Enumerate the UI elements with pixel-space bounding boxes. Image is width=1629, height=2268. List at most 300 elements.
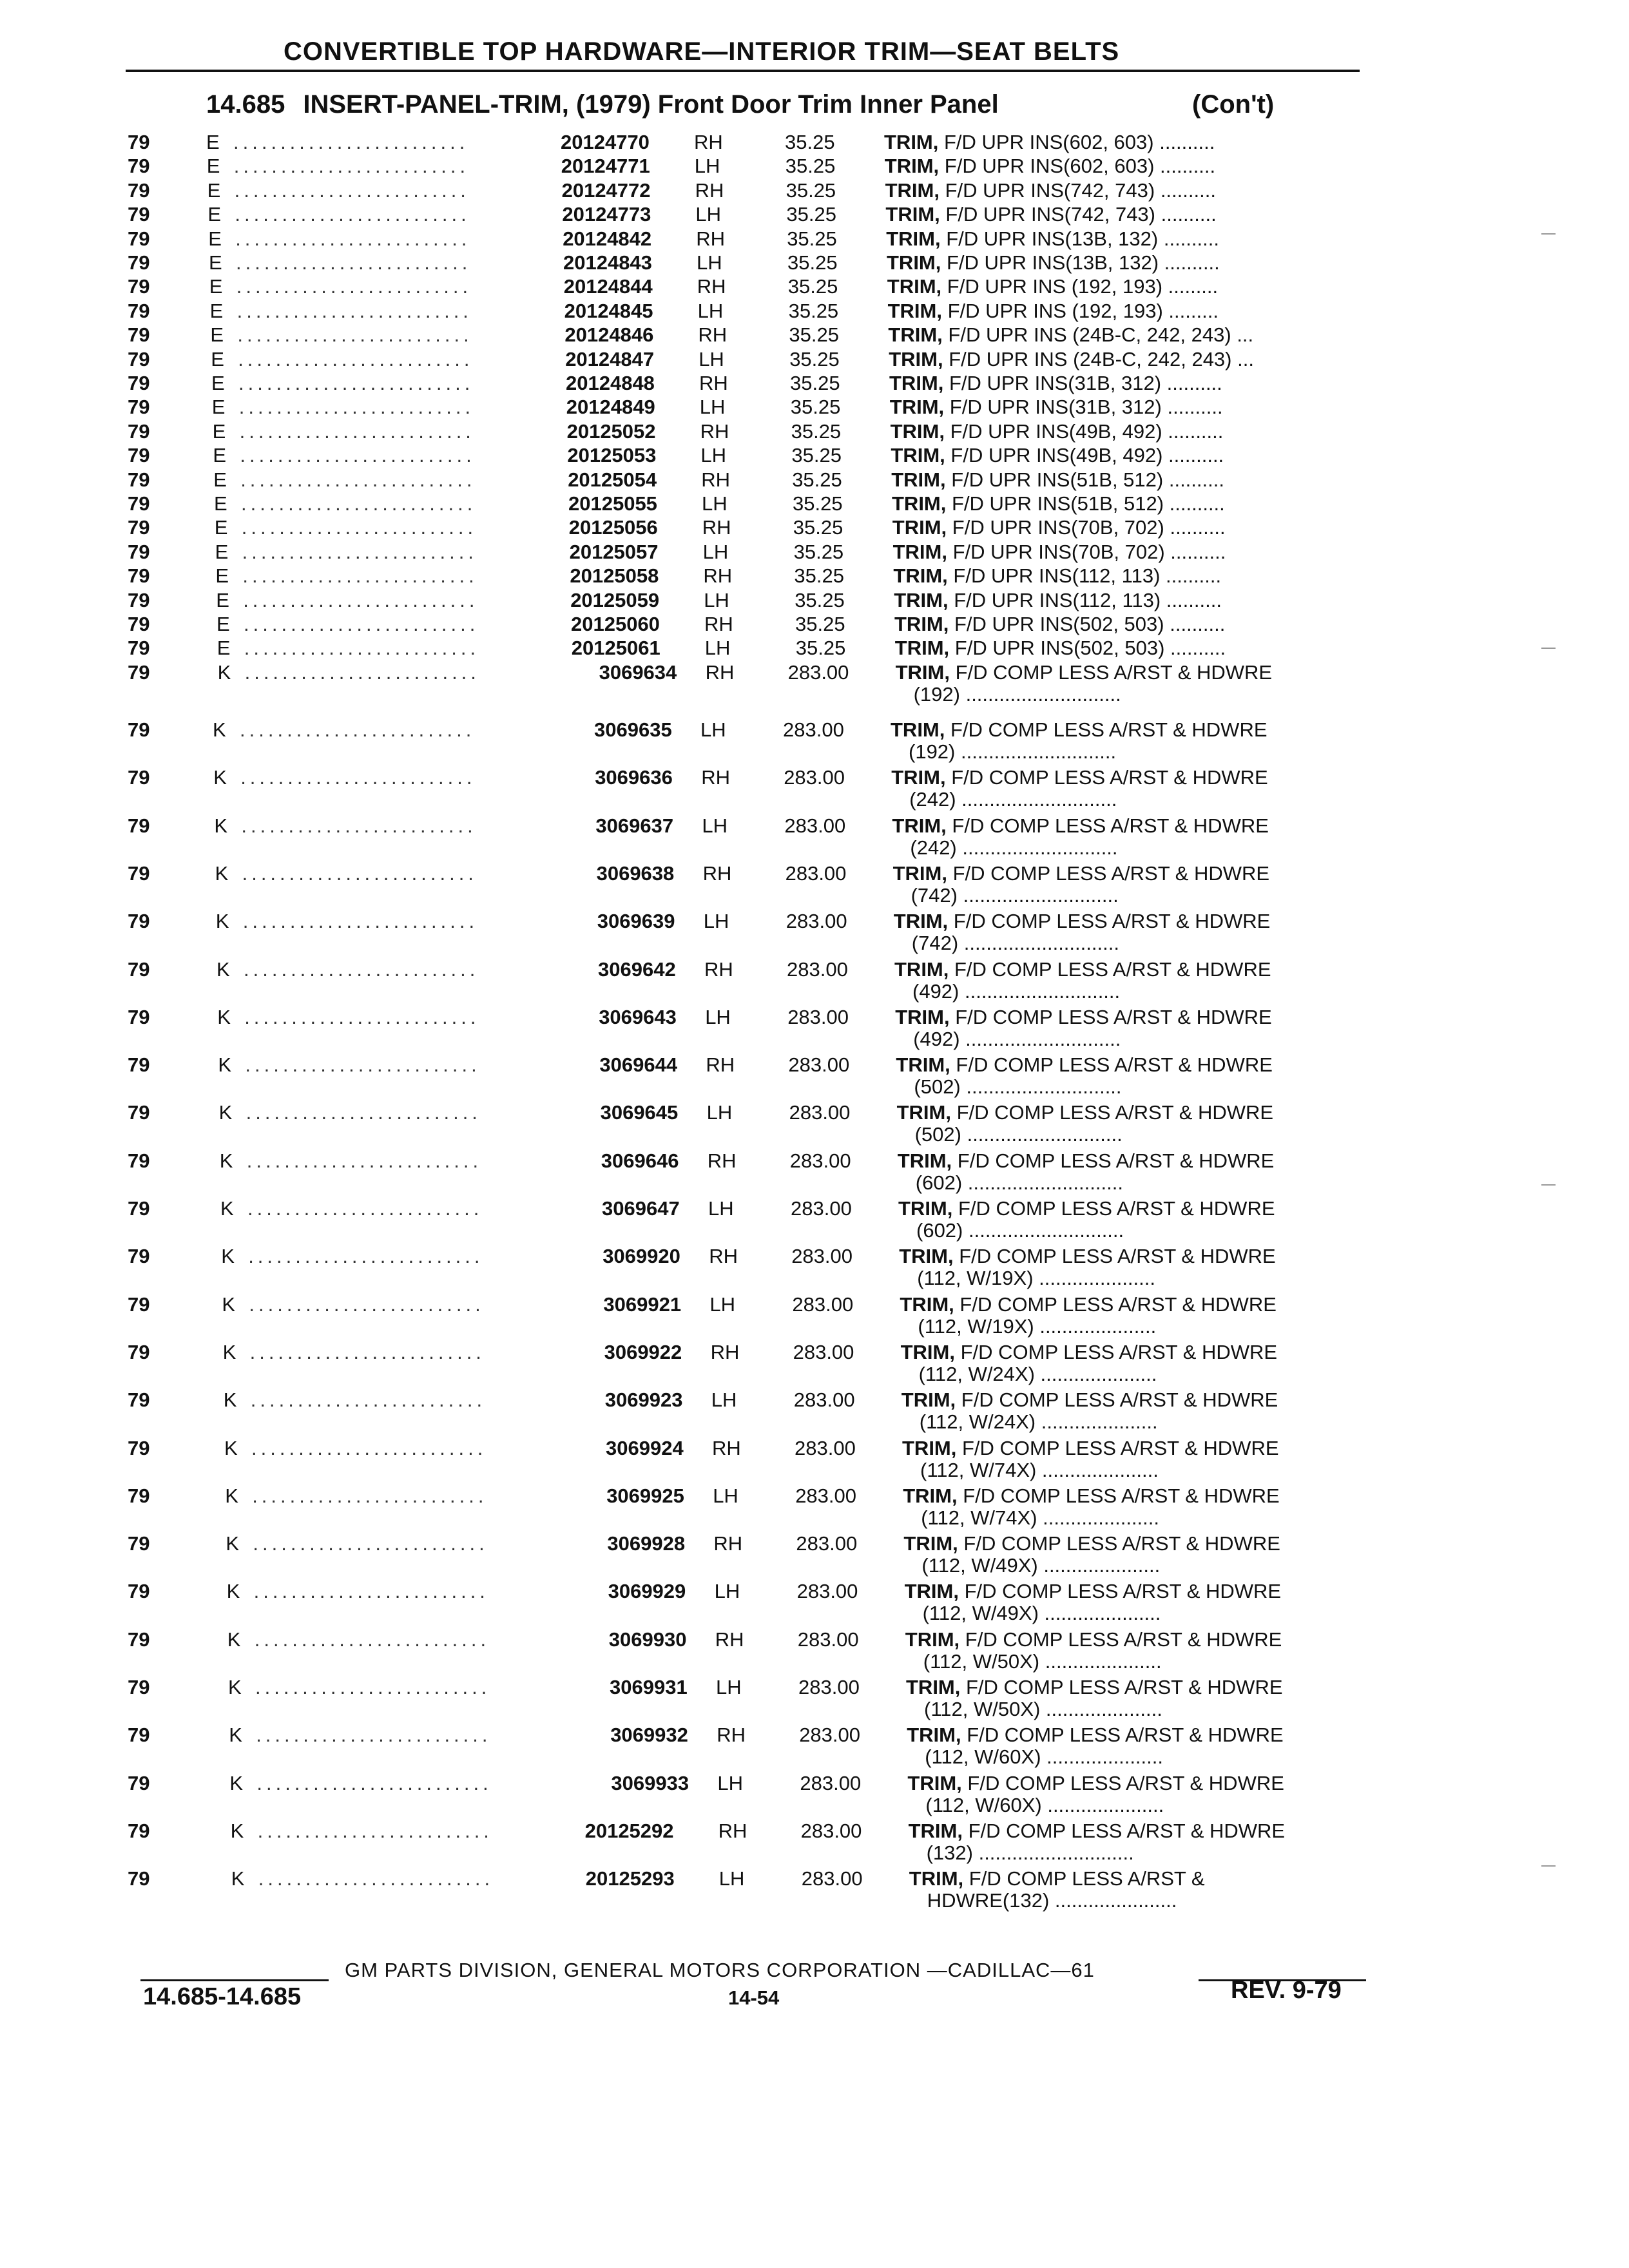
side-indicator: RH (700, 419, 729, 443)
continued-label: (Con't) (1192, 90, 1275, 119)
description-continued: (132) ............................ (926, 1841, 1134, 1864)
model-year: 79 (128, 396, 150, 419)
code-letter: K (218, 1053, 232, 1077)
part-number: 3069928 (607, 1532, 686, 1555)
price: 35.25 (795, 637, 846, 660)
part-number: 3069637 (595, 814, 674, 837)
part-number: 20125054 (568, 468, 657, 491)
part-number: 20125059 (570, 588, 660, 611)
price: 35.25 (786, 203, 836, 226)
model-year: 79 (128, 1245, 150, 1268)
code-letter: K (217, 1005, 231, 1028)
code-letter: K (215, 861, 229, 885)
price: 283.00 (796, 1580, 858, 1603)
code-letter: E (210, 323, 224, 347)
side-indicator: RH (709, 1245, 738, 1268)
side-indicator: RH (703, 564, 733, 588)
side-indicator: LH (716, 1676, 742, 1698)
code-letter: E (215, 564, 229, 588)
model-year: 79 (128, 372, 150, 394)
code-letter: E (209, 299, 224, 322)
side-indicator: LH (703, 910, 729, 933)
code-letter: E (209, 275, 223, 298)
model-year: 79 (128, 1293, 150, 1316)
side-indicator: RH (702, 861, 732, 885)
description-continued: (112, W/50X) ..................... (923, 1649, 1162, 1673)
model-year: 79 (128, 468, 150, 491)
description: TRIM, F/D COMP LESS A/RST & HDWRE (892, 814, 1269, 837)
part-number: 3069924 (606, 1436, 684, 1459)
description: TRIM, F/D UPR INS(602, 603) .......... (884, 155, 1216, 178)
side-indicator: RH (694, 131, 723, 153)
price: 283.00 (800, 1771, 862, 1794)
price: 35.25 (792, 468, 842, 491)
code-letter: E (207, 178, 221, 202)
description-continued: (112, W/50X) ..................... (924, 1698, 1162, 1720)
dot-leader: ......................... (238, 372, 474, 394)
description: TRIM, F/D COMP LESS A/RST & HDWRE (896, 1053, 1273, 1077)
dot-leader: ......................... (235, 227, 471, 250)
description: TRIM, F/D COMP LESS A/RST & HDWRE (904, 1580, 1282, 1603)
part-number: 3069634 (599, 660, 677, 684)
code-letter: E (207, 203, 222, 226)
dot-leader: ......................... (237, 323, 473, 347)
description: TRIM, F/D COMP LESS A/RST & HDWRE (895, 1005, 1272, 1028)
part-number: 20125060 (571, 613, 660, 635)
price: 35.25 (793, 516, 843, 539)
price: 35.25 (789, 323, 839, 347)
description: TRIM, F/D COMP LESS A/RST & HDWRE (898, 1197, 1275, 1220)
description-continued: (242) ............................ (909, 788, 1117, 811)
description: TRIM, F/D UPR INS(742, 743) .......... (885, 178, 1216, 202)
price: 283.00 (797, 1628, 859, 1651)
dot-leader: ......................... (238, 347, 474, 370)
side-indicator: RH (701, 468, 730, 491)
description: TRIM, F/D UPR INS(51B, 512) .......... (892, 492, 1225, 515)
description-continued: (112, W/19X) ..................... (918, 1314, 1157, 1338)
code-letter: K (230, 1819, 244, 1842)
description: TRIM, F/D UPR INS(49B, 492) .......... (890, 419, 1224, 443)
part-number: 3069933 (611, 1771, 689, 1794)
description: TRIM, F/D UPR INS(70B, 702) .......... (892, 516, 1226, 539)
model-year: 79 (128, 814, 150, 837)
part-number: 20124845 (564, 299, 653, 322)
side-indicator: RH (698, 323, 728, 347)
part-number: 20124849 (566, 396, 655, 419)
price: 283.00 (789, 1149, 851, 1172)
description: TRIM, F/D UPR INS(112, 113) .......... (894, 588, 1222, 611)
part-number: 3069639 (597, 910, 675, 933)
code-letter: E (215, 540, 229, 563)
model-year: 79 (128, 588, 150, 611)
code-letter: K (228, 1676, 242, 1698)
part-number: 3069932 (610, 1724, 688, 1747)
description-continued: (112, W/19X) ..................... (917, 1267, 1155, 1290)
description: TRIM, F/D COMP LESS A/RST & HDWRE (891, 718, 1268, 741)
part-number: 3069931 (610, 1676, 688, 1698)
side-indicator: LH (695, 203, 722, 226)
part-number: 3069635 (594, 718, 672, 741)
model-year: 79 (128, 275, 150, 298)
description-continued: (492) ............................ (912, 979, 1121, 1003)
model-year: 79 (128, 516, 150, 539)
code-letter: E (214, 492, 227, 515)
footer-rule-left (140, 1979, 329, 1981)
side-indicator: RH (695, 178, 724, 202)
code-letter: K (226, 1532, 240, 1555)
code-letter: E (214, 516, 228, 539)
dot-leader: ......................... (253, 1532, 488, 1555)
part-number: 20125057 (569, 540, 659, 563)
price: 35.25 (789, 347, 840, 370)
price: 283.00 (783, 718, 844, 741)
model-year: 79 (128, 1676, 150, 1698)
side-indicator: RH (704, 957, 733, 981)
side-indicator: RH (715, 1628, 744, 1651)
side-indicator: RH (704, 613, 733, 635)
price: 283.00 (796, 1532, 858, 1555)
side-indicator: LH (713, 1484, 738, 1507)
side-indicator: RH (705, 660, 735, 684)
model-year: 79 (128, 1197, 150, 1220)
dot-leader: ......................... (236, 251, 472, 274)
part-number: 20125055 (568, 492, 657, 515)
part-number: 20125292 (584, 1819, 674, 1842)
code-letter: K (214, 814, 228, 837)
side-indicator: RH (699, 372, 728, 394)
part-number: 3069647 (602, 1197, 680, 1220)
part-number: 20125056 (568, 516, 658, 539)
model-year: 79 (128, 1819, 150, 1842)
description: TRIM, F/D COMP LESS A/RST & HDWRE (899, 1245, 1276, 1268)
model-year: 79 (128, 1628, 150, 1651)
code-letter: E (208, 227, 222, 250)
model-year: 79 (128, 347, 150, 370)
price: 35.25 (788, 299, 839, 322)
description-continued: (502) ............................ (914, 1123, 1123, 1146)
description: TRIM, F/D COMP LESS A/RST & HDWRE (900, 1293, 1277, 1316)
code-letter: E (217, 637, 231, 660)
side-indicator: RH (712, 1436, 741, 1459)
dot-leader: ......................... (242, 564, 478, 588)
price: 283.00 (795, 1436, 856, 1459)
part-number: 3069929 (608, 1580, 686, 1603)
price: 283.00 (798, 1676, 860, 1698)
dot-leader: ......................... (238, 396, 475, 419)
part-number: 20124770 (561, 131, 650, 153)
part-number: 3069925 (606, 1484, 684, 1507)
model-year: 79 (128, 637, 150, 660)
description: TRIM, F/D COMP LESS A/RST & HDWRE (900, 1340, 1278, 1363)
model-year: 79 (128, 957, 150, 981)
dot-leader: ......................... (241, 492, 477, 515)
dot-leader: ......................... (256, 1771, 492, 1794)
code-letter: K (215, 910, 229, 933)
description: TRIM, F/D UPR INS(70B, 702) .......... (892, 540, 1226, 563)
description: TRIM, F/D COMP LESS A/RST & HDWRE (908, 1819, 1286, 1842)
dot-leader: ......................... (254, 1628, 490, 1651)
description: TRIM, F/D UPR INS(13B, 132) .......... (886, 227, 1219, 250)
side-indicator: RH (696, 227, 725, 250)
description: TRIM, F/D UPR INS(51B, 512) .......... (891, 468, 1224, 491)
side-indicator: LH (702, 540, 729, 563)
price: 35.25 (790, 372, 840, 394)
part-number: 3069923 (604, 1389, 683, 1412)
page-title: CONVERTIBLE TOP HARDWARE—INTERIOR TRIM—SEAT BELTS (284, 37, 1120, 66)
dot-leader: ......................... (241, 516, 477, 539)
model-year: 79 (128, 1101, 150, 1124)
part-number: 20125293 (585, 1867, 675, 1890)
part-number: 3069642 (598, 957, 676, 981)
dot-leader: ......................... (244, 1005, 480, 1028)
section-name: INSERT-PANEL-TRIM, (1979) Front Door Trim Inner Panel (303, 90, 999, 119)
model-year: 79 (128, 131, 150, 153)
dot-leader: ......................... (253, 1580, 489, 1603)
price: 35.25 (793, 492, 843, 515)
dot-leader: ......................... (250, 1389, 487, 1412)
model-year: 79 (128, 203, 150, 226)
price: 283.00 (791, 1245, 853, 1268)
model-year: 79 (128, 613, 150, 635)
part-number: 3069636 (595, 766, 673, 789)
price: 283.00 (799, 1724, 861, 1747)
price: 35.25 (795, 613, 845, 635)
price: 283.00 (795, 1484, 857, 1507)
description-continued: (112, W/60X) ..................... (925, 1793, 1164, 1816)
model-year: 79 (128, 1580, 150, 1603)
description-continued: (602) ............................ (915, 1171, 1123, 1194)
price: 35.25 (790, 396, 841, 419)
dot-leader: ......................... (242, 540, 477, 563)
code-letter: K (217, 660, 231, 684)
part-number: 20124773 (562, 203, 651, 226)
description-continued: (742) ............................ (911, 883, 1119, 907)
side-indicator: LH (709, 1293, 736, 1316)
part-number: 3069646 (601, 1149, 679, 1172)
description-continued: (112, W/60X) ..................... (925, 1745, 1163, 1769)
side-indicator: LH (706, 1101, 733, 1124)
price: 35.25 (793, 540, 844, 563)
description: TRIM, F/D UPR INS(502, 503) .......... (894, 637, 1226, 660)
model-year: 79 (128, 1724, 150, 1747)
part-number: 20124847 (565, 347, 655, 370)
side-indicator: RH (718, 1819, 747, 1842)
description: TRIM, F/D COMP LESS A/RST & HDWRE (896, 1101, 1274, 1124)
price: 283.00 (786, 910, 847, 933)
code-letter: K (225, 1484, 238, 1507)
part-number: 20124848 (566, 372, 655, 394)
part-number: 20125053 (567, 444, 657, 467)
side-indicator: LH (705, 1005, 731, 1028)
side-indicator: LH (711, 1389, 737, 1412)
code-letter: K (223, 1389, 237, 1412)
price: 283.00 (787, 957, 848, 981)
code-letter: K (218, 1101, 233, 1124)
model-year: 79 (128, 660, 150, 684)
description: TRIM, F/D COMP LESS A/RST & HDWRE (894, 957, 1271, 981)
dot-leader: ......................... (240, 766, 476, 789)
dot-leader: ......................... (240, 718, 476, 741)
side-indicator: LH (702, 492, 728, 515)
description-continued: (112, W/74X) ..................... (921, 1506, 1159, 1529)
dot-leader: ......................... (241, 814, 477, 837)
description: TRIM, F/D COMP LESS A/RST & HDWRE (897, 1149, 1275, 1172)
model-year: 79 (128, 564, 150, 588)
dot-leader: ......................... (233, 155, 470, 178)
price: 283.00 (792, 1293, 854, 1316)
side-indicator: LH (699, 396, 726, 419)
model-year: 79 (128, 1005, 150, 1028)
dot-leader: ......................... (247, 1197, 483, 1220)
part-number: 20124844 (563, 275, 653, 298)
side-indicator: LH (700, 444, 727, 467)
description: TRIM, F/D COMP LESS A/RST & HDWRE (905, 1628, 1282, 1651)
side-indicator: LH (699, 347, 724, 370)
dot-leader: ......................... (244, 660, 480, 684)
price: 283.00 (788, 1053, 850, 1077)
dot-leader: ......................... (236, 299, 472, 322)
price: 35.25 (786, 178, 836, 202)
price: 35.25 (787, 275, 838, 298)
code-letter: K (213, 766, 227, 789)
model-year: 79 (128, 251, 150, 274)
dot-leader: ......................... (258, 1867, 494, 1890)
side-indicator: LH (704, 637, 731, 660)
model-year: 79 (128, 444, 150, 467)
part-number: 3069930 (608, 1628, 687, 1651)
model-year: 79 (128, 155, 150, 178)
code-letter: E (211, 347, 224, 370)
side-indicator: RH (713, 1532, 743, 1555)
code-letter: E (209, 251, 222, 274)
footer-corporation: GM PARTS DIVISION, GENERAL MOTORS CORPORATION —CADILLAC—61 (345, 1959, 1095, 1981)
code-letter: E (211, 372, 225, 394)
description-continued: (192) ............................ (913, 682, 1121, 706)
code-letter: E (213, 468, 227, 491)
price: 35.25 (794, 564, 844, 588)
margin-mark (1541, 648, 1556, 649)
price: 283.00 (800, 1819, 862, 1842)
price: 35.25 (785, 131, 835, 153)
model-year: 79 (128, 1340, 150, 1363)
description: TRIM, F/D COMP LESS A/RST & HDWRE (907, 1724, 1284, 1747)
price: 283.00 (785, 861, 847, 885)
part-number: 3069920 (602, 1245, 680, 1268)
price: 283.00 (787, 660, 849, 684)
model-year: 79 (128, 323, 150, 347)
dot-leader: ......................... (248, 1245, 484, 1268)
dot-leader: ......................... (244, 637, 480, 660)
description-continued: HDWRE(132) ...................... (927, 1889, 1177, 1912)
description-continued: (112, W/24X) ..................... (918, 1362, 1157, 1385)
dot-leader: ......................... (244, 957, 479, 981)
price: 35.25 (791, 444, 842, 467)
price: 35.25 (787, 227, 837, 250)
description-continued: (502) ............................ (914, 1075, 1122, 1099)
model-year: 79 (128, 1484, 150, 1507)
description: TRIM, F/D COMP LESS A/RST & HDWRE (892, 861, 1270, 885)
model-year: 79 (128, 178, 150, 202)
model-year: 79 (128, 718, 150, 741)
dot-leader: ......................... (257, 1819, 493, 1842)
code-letter: E (216, 588, 229, 611)
code-letter: K (219, 1149, 233, 1172)
dot-leader: ......................... (243, 588, 479, 611)
footer-range: 14.685-14.685 (143, 1983, 302, 2010)
side-indicator: LH (714, 1580, 740, 1603)
side-indicator: RH (702, 516, 731, 539)
price: 283.00 (793, 1389, 855, 1412)
part-number: 20124772 (561, 178, 651, 202)
part-number: 20125061 (571, 637, 660, 660)
code-letter: K (222, 1293, 236, 1316)
side-indicator: LH (708, 1197, 734, 1220)
description: TRIM, F/D UPR INS(13B, 132) .......... (887, 251, 1220, 274)
description: TRIM, F/D UPR INS (192, 193) ......... (887, 299, 1219, 322)
code-letter: K (221, 1245, 235, 1268)
side-indicator: RH (710, 1340, 740, 1363)
price: 283.00 (793, 1340, 854, 1363)
description-continued: (492) ............................ (913, 1027, 1121, 1050)
description: TRIM, F/D COMP LESS A/RST & HDWRE (907, 1771, 1284, 1794)
code-letter: E (213, 444, 227, 467)
model-year: 79 (128, 492, 150, 515)
description-continued: (112, W/49X) ..................... (921, 1554, 1161, 1577)
side-indicator: RH (717, 1724, 746, 1747)
dot-leader: ......................... (252, 1484, 488, 1507)
description: TRIM, F/D COMP LESS A/RST & HDWRE (893, 910, 1271, 933)
section-number: 14.685 (206, 90, 285, 119)
dot-leader: ......................... (255, 1676, 491, 1698)
part-number: 3069921 (603, 1293, 682, 1316)
code-letter: E (217, 613, 230, 635)
part-number: 3069922 (604, 1340, 682, 1363)
part-number: 20124846 (564, 323, 654, 347)
description: TRIM, F/D COMP LESS A/RST & HDWRE (903, 1484, 1280, 1507)
margin-mark (1541, 1865, 1556, 1867)
description-continued: (242) ............................ (910, 836, 1118, 859)
dot-leader: ......................... (244, 613, 479, 635)
dot-leader: ......................... (249, 1340, 485, 1363)
side-indicator: RH (697, 275, 726, 298)
dot-leader: ......................... (236, 275, 472, 298)
description: TRIM, F/D COMP LESS A/RST & HDWRE (901, 1389, 1278, 1412)
model-year: 79 (128, 1389, 150, 1412)
part-number: 20125058 (570, 564, 659, 588)
side-indicator: LH (717, 1771, 744, 1794)
part-number: 3069643 (599, 1005, 677, 1028)
model-year: 79 (128, 419, 150, 443)
description: TRIM, F/D UPR INS(31B, 312) .......... (889, 372, 1222, 394)
price: 283.00 (801, 1867, 863, 1890)
model-year: 79 (128, 910, 150, 933)
code-letter: K (222, 1340, 236, 1363)
description: TRIM, F/D UPR INS(502, 503) .......... (894, 613, 1226, 635)
description: TRIM, F/D UPR INS (192, 193) ......... (887, 275, 1219, 298)
side-indicator: LH (697, 251, 722, 274)
price: 283.00 (784, 814, 846, 837)
dot-leader: ......................... (233, 131, 469, 153)
description: TRIM, F/D UPR INS(602, 603) .......... (884, 131, 1215, 153)
description-continued: (192) ............................ (909, 740, 1117, 763)
margin-mark (1541, 233, 1556, 235)
part-number: 3069644 (599, 1053, 678, 1077)
side-indicator: RH (707, 1149, 737, 1172)
model-year: 79 (128, 1867, 150, 1890)
footer-revision: REV. 9-79 (1231, 1977, 1342, 2004)
code-letter: K (231, 1867, 245, 1890)
margin-mark (1541, 1184, 1556, 1186)
